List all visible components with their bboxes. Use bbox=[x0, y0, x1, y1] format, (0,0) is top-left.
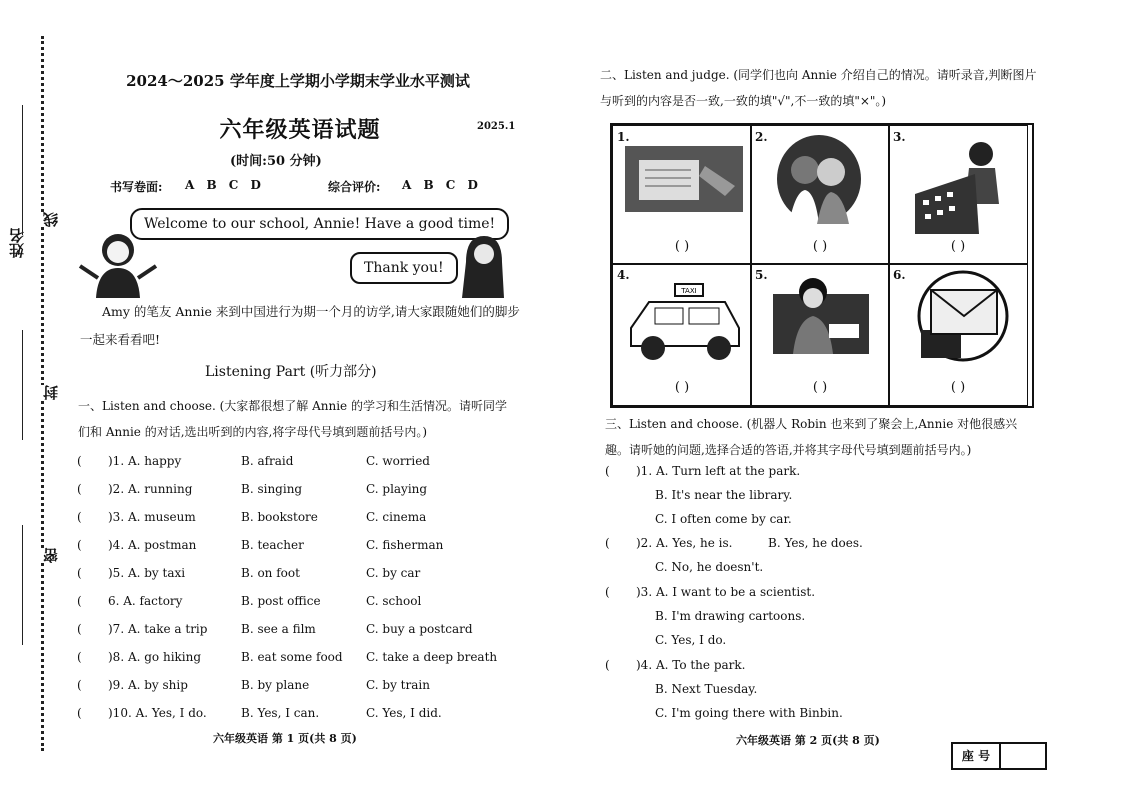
exam-title: 2024～2025 学年度上学期小学期末学业水平测试 bbox=[126, 72, 470, 90]
page2-footer: 六年级英语 第 2 页(共 8 页) bbox=[736, 734, 880, 747]
cell-number: 3. bbox=[893, 130, 906, 144]
listening-part-title: Listening Part (听力部分) bbox=[205, 364, 377, 380]
option-c: C. take a deep breath bbox=[366, 650, 498, 664]
option-b: B. singing bbox=[241, 482, 303, 496]
cell-number: 6. bbox=[893, 268, 906, 282]
overall-label: 综合评价: bbox=[328, 180, 381, 194]
option-c: C. No, he doesn't. bbox=[655, 560, 764, 574]
exam-date: 2025.1 bbox=[477, 121, 516, 132]
option-a: )10. A. Yes, I do. bbox=[108, 706, 207, 720]
option-a: )7. A. take a trip bbox=[108, 622, 208, 636]
name-label: 姓名 bbox=[8, 228, 26, 258]
cell-number: 1. bbox=[617, 130, 630, 144]
exam-time: (时间:50 分钟) bbox=[230, 154, 322, 169]
girl-annie-illustration bbox=[452, 232, 512, 298]
answer-paren: ( bbox=[77, 678, 82, 692]
option-b: B. Yes, he does. bbox=[768, 536, 863, 550]
speech-bubble-thanks: Thank you! bbox=[350, 252, 458, 284]
option-c: C. I'm going there with Binbin. bbox=[655, 706, 843, 720]
overall-grades: A B C D bbox=[402, 178, 478, 192]
line-char: 线 bbox=[42, 212, 60, 227]
picture-cell-4 bbox=[612, 263, 752, 406]
answer-paren: ( ) bbox=[674, 380, 690, 395]
option-c: C. by train bbox=[366, 678, 430, 692]
answer-paren: ( bbox=[605, 658, 610, 672]
option-a: )3. A. I want to be a scientist. bbox=[636, 585, 816, 599]
option-b: B. Yes, I can. bbox=[241, 706, 320, 720]
picture-cell-3 bbox=[888, 125, 1028, 265]
option-c: C. worried bbox=[366, 454, 430, 468]
subject-title: 六年级英语试题 bbox=[219, 117, 381, 143]
answer-paren: ( bbox=[605, 536, 610, 550]
option-b: B. afraid bbox=[241, 454, 294, 468]
option-a: )1. A. happy bbox=[108, 454, 182, 468]
option-a: )2. A. Yes, he is. bbox=[636, 536, 733, 550]
option-a: )4. A. postman bbox=[108, 538, 197, 552]
answer-paren: ( bbox=[605, 585, 610, 599]
option-b: B. see a film bbox=[241, 622, 316, 636]
name-line bbox=[22, 105, 23, 235]
option-b: B. post office bbox=[241, 594, 321, 608]
seal-char: 封 bbox=[42, 385, 60, 400]
answer-paren: ( bbox=[77, 650, 82, 664]
option-a: )5. A. by taxi bbox=[108, 566, 186, 580]
page1-footer: 六年级英语 第 1 页(共 8 页) bbox=[213, 732, 357, 745]
option-b: B. Next Tuesday. bbox=[655, 682, 758, 696]
answer-paren: ( bbox=[77, 622, 82, 636]
section2-title: 二、Listen and judge. (同学们也向 Annie 介绍自己的情况。请听录音,判断图片与听到的内容是否一致,一致的填"√",不一致的填"×"。) bbox=[600, 68, 1037, 108]
option-c: C. fisherman bbox=[366, 538, 444, 552]
answer-paren: ( bbox=[77, 566, 82, 580]
picture-cell-1 bbox=[612, 125, 752, 265]
option-b: B. on foot bbox=[241, 566, 300, 580]
option-c: C. Yes, I did. bbox=[366, 706, 442, 720]
binding-margin bbox=[0, 0, 62, 793]
option-a: 6. A. factory bbox=[108, 594, 183, 608]
answer-paren: ( ) bbox=[812, 380, 828, 395]
option-c: C. school bbox=[366, 594, 422, 608]
answer-paren: ( ) bbox=[812, 239, 828, 254]
writing-label: 书写卷面: bbox=[110, 180, 163, 194]
cell-number: 5. bbox=[755, 268, 768, 282]
answer-paren: ( bbox=[77, 706, 82, 720]
picture-cell-5 bbox=[750, 263, 890, 406]
option-b: B. eat some food bbox=[241, 650, 343, 664]
option-b: B. bookstore bbox=[241, 510, 318, 524]
boy-at-board-picture bbox=[773, 274, 869, 354]
cell-number: 2. bbox=[755, 130, 768, 144]
option-b: B. teacher bbox=[241, 538, 304, 552]
answer-paren: ( bbox=[77, 454, 82, 468]
option-a: )4. A. To the park. bbox=[636, 658, 746, 672]
writing-grades: A B C D bbox=[185, 178, 261, 192]
seat-number-box bbox=[951, 742, 1047, 770]
option-a: )9. A. by ship bbox=[108, 678, 188, 692]
section2-picture-grid bbox=[610, 123, 1034, 408]
option-a: )1. A. Turn left at the park. bbox=[636, 464, 801, 478]
option-a: )2. A. running bbox=[108, 482, 193, 496]
option-a: )3. A. museum bbox=[108, 510, 196, 524]
taxi-picture bbox=[627, 278, 743, 364]
typing-person-picture bbox=[915, 134, 1009, 234]
picture-cell-2 bbox=[750, 125, 890, 265]
option-a: )8. A. go hiking bbox=[108, 650, 202, 664]
two-people-picture bbox=[775, 134, 863, 224]
answer-paren: ( ) bbox=[950, 239, 966, 254]
answer-paren: ( bbox=[77, 510, 82, 524]
section3-title: 三、Listen and choose. (机器人 Robin 也来到了聚会上,Annie 对他很感兴趣。请听她的问题,选择合适的答语,并将其字母代号填到题前括号内。) bbox=[605, 417, 1018, 457]
speech-bubble-welcome: Welcome to our school, Annie! Have a good time! bbox=[130, 208, 509, 240]
class-line bbox=[22, 330, 23, 440]
answer-paren: ( bbox=[77, 538, 82, 552]
option-c: C. cinema bbox=[366, 510, 427, 524]
answer-paren: ( bbox=[605, 464, 610, 478]
option-c: C. playing bbox=[366, 482, 428, 496]
option-c: C. Yes, I do. bbox=[655, 633, 727, 647]
option-b: B. It's near the library. bbox=[655, 488, 793, 502]
picture-cell-6 bbox=[888, 263, 1028, 406]
answer-paren: ( ) bbox=[950, 380, 966, 395]
envelope-picture bbox=[917, 270, 1009, 362]
taxi-sign-text: TAXI bbox=[681, 287, 697, 295]
intro-text: Amy 的笔友 Annie 来到中国进行为期一个月的访学,请大家跟随她们的脚步一起来看看吧! bbox=[80, 304, 520, 347]
option-b: B. by plane bbox=[241, 678, 310, 692]
option-c: C. buy a postcard bbox=[366, 622, 473, 636]
school-line bbox=[22, 525, 23, 645]
cell-number: 4. bbox=[617, 268, 630, 282]
seat-label: 座 号 bbox=[953, 744, 1001, 768]
secret-char: 密 bbox=[42, 548, 60, 563]
answer-paren: ( ) bbox=[674, 239, 690, 254]
writing-hand-picture bbox=[625, 146, 743, 212]
option-c: C. I often come by car. bbox=[655, 512, 792, 526]
option-b: B. I'm drawing cartoons. bbox=[655, 609, 806, 623]
section1-title: 一、Listen and choose. (大家都很想了解 Annie 的学习和生活情况。请听同学们和 Annie 的对话,选出听到的内容,将字母代号填到题前括号内。) bbox=[78, 399, 507, 439]
option-c: C. by car bbox=[366, 566, 421, 580]
answer-paren: ( bbox=[77, 482, 82, 496]
answer-paren: ( bbox=[77, 594, 82, 608]
